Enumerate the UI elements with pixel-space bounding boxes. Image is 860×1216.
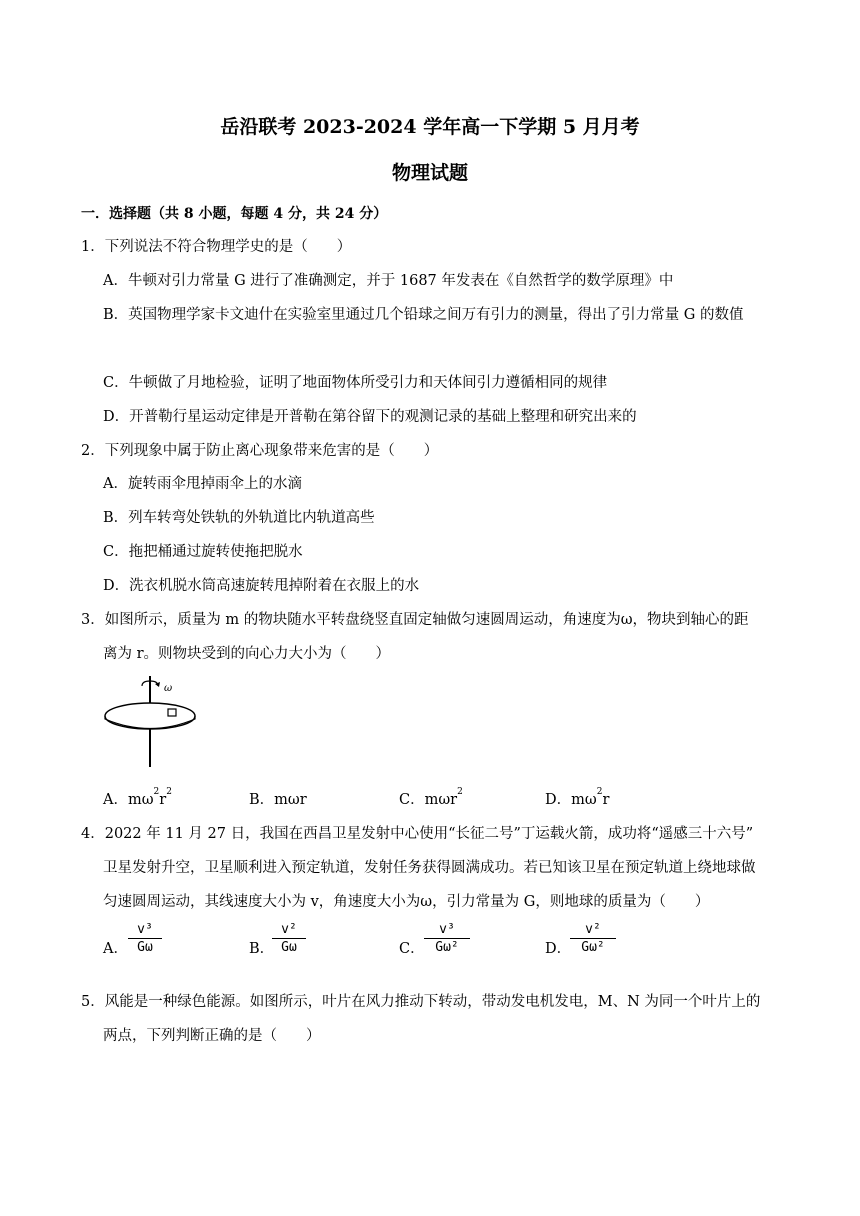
question-2-option-d: D．洗衣机脱水筒高速旋转甩掉附着在衣服上的水 — [103, 578, 420, 594]
page-title: 岳沿联考 2023-2024 学年高一下学期 5 月月考 — [220, 116, 640, 138]
question-3-stem-line-1: 3．如图所示，质量为 m 的物块随水平转盘绕竖直固定轴做匀速圆周运动，角速度为ω，物块到轴心的距 — [81, 612, 749, 628]
question-5-stem-line-2: 两点，下列判断正确的是（ ） — [103, 1028, 321, 1044]
question-3-option-c: C．mωr$^2$ — [399, 787, 463, 808]
fraction-numerator: v³ — [439, 922, 455, 937]
question-4-option-b-label: B． — [249, 941, 275, 957]
fraction-numerator: v³ — [137, 922, 153, 937]
question-1-option-d: D．开普勒行星运动定律是开普勒在第谷留下的观测记录的基础上整理和研究出来的 — [103, 409, 637, 425]
question-5-stem-line-1: 5．风能是一种绿色能源。如图所示，叶片在风力推动下转动，带动发电机发电，M、N 为同一个叶片上的 — [81, 994, 761, 1010]
question-2-stem: 2．下列现象中属于防止离心现象带来危害的是（ ） — [81, 443, 439, 459]
question-4-option-b-fraction — [272, 922, 306, 955]
question-4-option-c-fraction — [424, 922, 470, 955]
question-1-option-c: C．牛顿做了月地检验，证明了地面物体所受引力和天体间引力遵循相同的规律 — [103, 375, 608, 391]
question-2-option-b: B．列车转弯处铁轨的外轨道比内轨道高些 — [103, 510, 375, 526]
fraction-numerator: v² — [585, 922, 601, 937]
question-4-stem-line-1: 4．2022 年 11 月 27 日，我国在西昌卫星发射中心使用“长征二号”丁运载火箭，成功将“遥感三十六号” — [81, 826, 754, 842]
question-1-option-b: B．英国物理学家卡文迪什在实验室里通过几个铅球之间万有引力的测量，得出了引力常量 G 的数值 — [103, 307, 744, 323]
question-4-stem-line-3: 匀速圆周运动，其线速度大小为 v，角速度大小为ω，引力常量为 G，则地球的质量为（ ） — [103, 894, 710, 910]
fraction-denominator: Gω — [137, 940, 153, 955]
question-3-option-d: D．$m\omega^2r$ — [545, 787, 610, 808]
fraction-denominator: Gω² — [435, 940, 459, 955]
turntable-figure — [98, 672, 208, 772]
question-4-option-c-label: C． — [399, 941, 425, 957]
section-heading: 一．选择题（共 8 小题，每题 4 分，共 24 分） — [81, 206, 388, 222]
question-3-stem-line-2: 离为 r。则物块受到的向心力大小为（ ） — [103, 646, 391, 662]
fraction-denominator: Gω — [281, 940, 297, 955]
question-4-option-a-label: A． — [103, 941, 128, 957]
question-2-option-c: C．拖把桶通过旋转使拖把脱水 — [103, 544, 303, 560]
block-on-disk — [168, 709, 176, 716]
question-3-option-b: B．mωr — [249, 792, 307, 808]
question-3-option-a: A．$m\omega^2r^2$ — [103, 787, 172, 808]
omega-label: ω — [164, 683, 173, 694]
page-subtitle: 物理试题 — [391, 162, 468, 184]
question-4-option-a-fraction — [128, 922, 162, 955]
question-4-option-d-fraction — [570, 922, 616, 955]
question-4-stem-line-2: 卫星发射升空，卫星顺利进入预定轨道，发射任务获得圆满成功。若已知该卫星在预定轨道上绕地球做 — [103, 860, 756, 876]
question-4-option-d-label: D． — [545, 941, 572, 957]
fraction-numerator: v² — [281, 922, 297, 937]
fraction-denominator: Gω² — [581, 940, 605, 955]
question-1-option-a: A．牛顿对引力常量 G 进行了准确测定，并于 1687 年发表在《自然哲学的数学原理》中 — [103, 273, 674, 289]
question-1-stem: 1．下列说法不符合物理学史的是（ ） — [81, 239, 352, 255]
turntable-disk — [105, 703, 195, 729]
question-2-option-a: A．旋转雨伞甩掉雨伞上的水滴 — [103, 476, 302, 492]
